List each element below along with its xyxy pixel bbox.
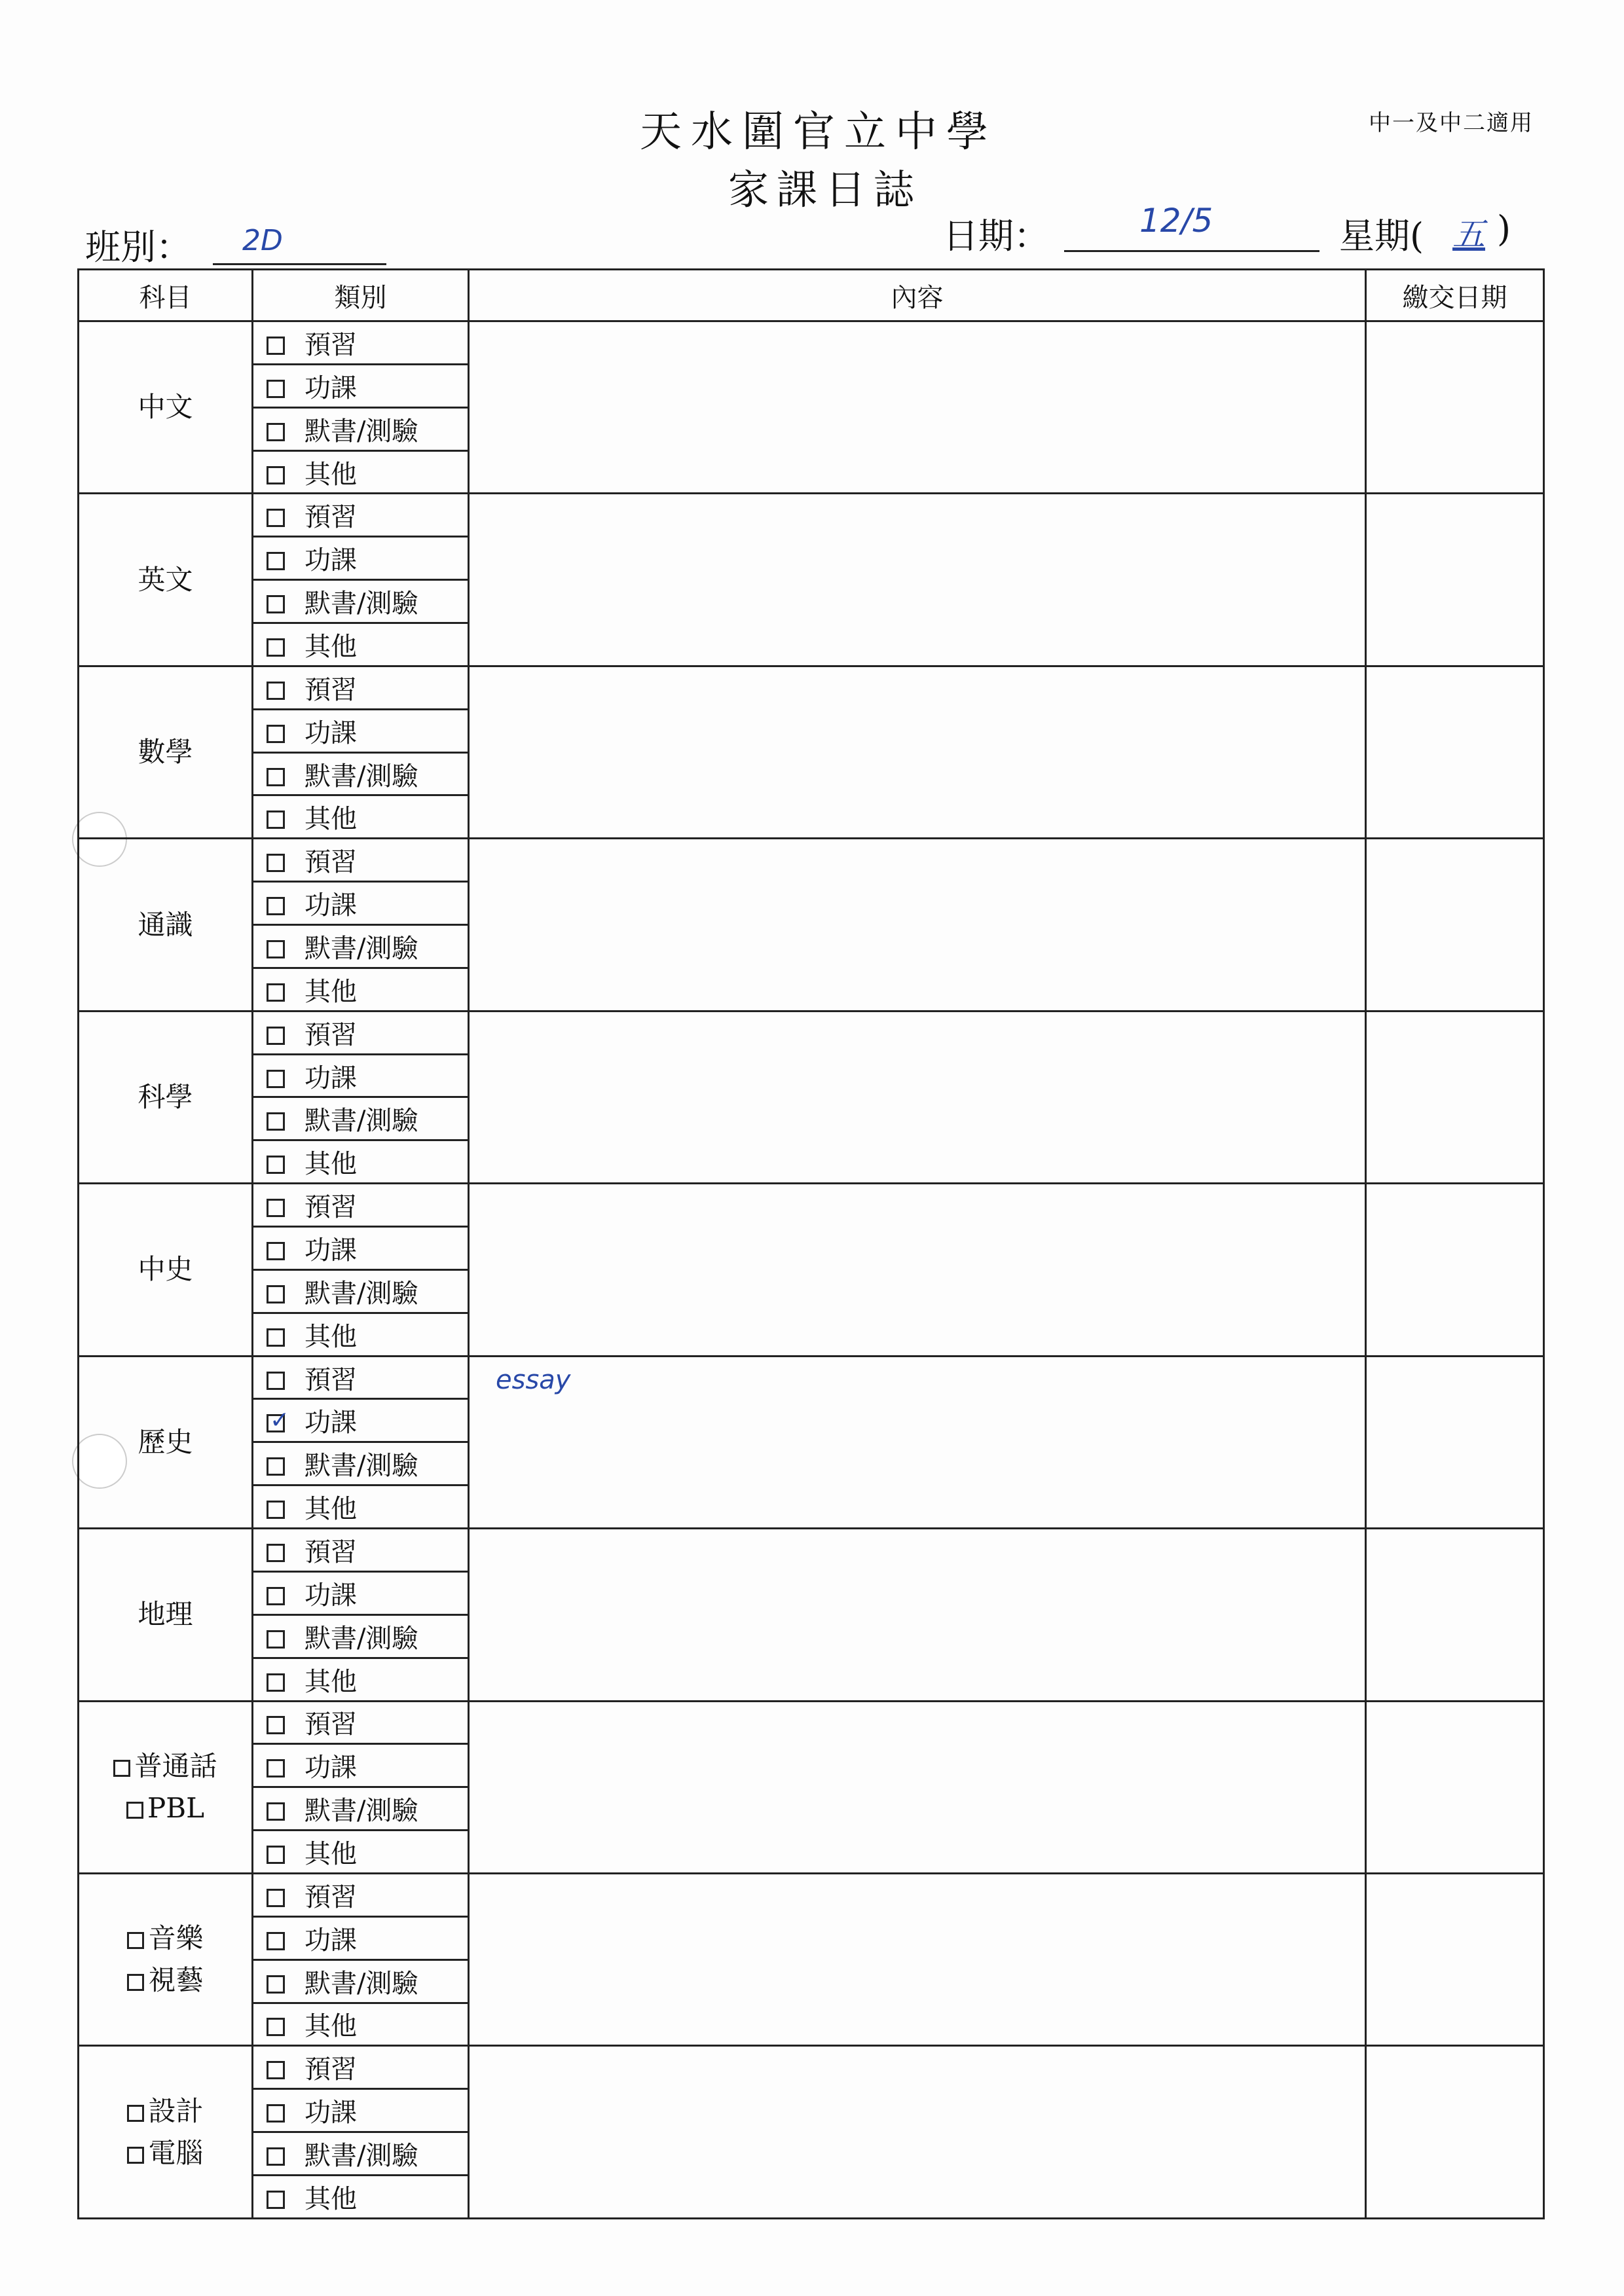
checkbox[interactable] xyxy=(267,1932,285,1950)
category-cell xyxy=(253,1485,469,1529)
content-cell[interactable] xyxy=(469,494,1366,666)
subject-name: 地理 xyxy=(138,1598,193,1631)
content-column-header: 內容 xyxy=(469,270,1366,321)
category-cell xyxy=(253,537,469,580)
subject-checkbox[interactable] xyxy=(127,1932,144,1949)
checkbox[interactable] xyxy=(267,638,285,657)
checkbox[interactable] xyxy=(267,2147,285,2166)
category-cell xyxy=(253,839,469,882)
category-label: 預習 xyxy=(304,1709,357,1740)
content-cell[interactable] xyxy=(469,2046,1366,2219)
checkbox[interactable] xyxy=(267,1716,285,1734)
checkbox[interactable] xyxy=(267,380,285,398)
subject-line xyxy=(79,2090,251,2132)
category-label: 其他 xyxy=(304,631,357,662)
content-cell[interactable] xyxy=(469,1701,1366,1873)
due-date-column-header: 繳交日期 xyxy=(1366,270,1544,321)
category-label: 預習 xyxy=(304,1882,357,1912)
checkbox[interactable] xyxy=(267,509,285,527)
checkbox[interactable] xyxy=(267,1501,285,1519)
category-label: 默書/測驗 xyxy=(304,2141,418,2172)
checkbox[interactable] xyxy=(267,940,285,958)
content-text: essay xyxy=(496,1364,571,1395)
category-label: 默書/測驗 xyxy=(304,1968,418,1999)
subject-cell xyxy=(79,1011,253,1183)
subject-line xyxy=(79,904,251,946)
category-cell xyxy=(253,795,469,839)
due-date-cell[interactable] xyxy=(1366,1873,1544,2045)
category-cell xyxy=(253,2089,469,2132)
document-title: 家課日誌 xyxy=(728,166,922,213)
category-label: 功課 xyxy=(304,1063,357,1093)
subject-cell xyxy=(79,321,253,494)
category-cell xyxy=(253,1571,469,1614)
subject-line xyxy=(79,1594,251,1635)
checkbox[interactable] xyxy=(267,811,285,829)
checkbox[interactable] xyxy=(267,1457,285,1476)
checkbox[interactable] xyxy=(267,1372,285,1390)
subject-name: 科學 xyxy=(138,1080,193,1113)
checkbox[interactable] xyxy=(267,1630,285,1649)
category-cell xyxy=(253,1701,469,1744)
subject-line xyxy=(79,2132,251,2174)
category-label: 預習 xyxy=(304,1019,357,1050)
subject-name: 歷史 xyxy=(138,1425,193,1458)
content-cell[interactable] xyxy=(469,321,1366,494)
subject-name: 中文 xyxy=(138,391,193,424)
subject-line xyxy=(79,386,251,428)
category-label: 其他 xyxy=(304,1494,357,1525)
class-field[interactable] xyxy=(213,224,386,265)
checkbox[interactable] xyxy=(267,1027,285,1045)
subject-line xyxy=(79,559,251,601)
table-row xyxy=(79,1529,1544,1572)
category-cell xyxy=(253,623,469,666)
category-label: 其他 xyxy=(304,1321,357,1352)
table-row xyxy=(79,666,1544,709)
due-date-cell[interactable] xyxy=(1366,1184,1544,1356)
subject-name: 英文 xyxy=(138,563,193,596)
subject-cell xyxy=(79,1529,253,1701)
subject-name: 通識 xyxy=(138,908,193,941)
subject-cell xyxy=(79,494,253,666)
subject-cell xyxy=(79,1356,253,1528)
checkbox[interactable] xyxy=(267,1846,285,1864)
checkbox[interactable] xyxy=(267,595,285,613)
class-label: 班別： xyxy=(85,227,191,268)
subject-checkbox[interactable] xyxy=(113,1760,130,1777)
checkbox[interactable] xyxy=(267,552,285,570)
subject-name: 中史 xyxy=(138,1253,193,1286)
category-label: 默書/測驗 xyxy=(304,589,418,619)
category-label: 功課 xyxy=(304,890,357,921)
category-label: 功課 xyxy=(304,1753,357,1783)
category-cell xyxy=(253,1959,469,2003)
subject-line xyxy=(79,1745,251,1787)
category-label: 其他 xyxy=(304,2011,357,2042)
category-label: 功課 xyxy=(304,373,357,403)
checkbox[interactable] xyxy=(267,1112,285,1131)
due-date-cell[interactable] xyxy=(1366,1356,1544,1528)
weekday-label: 星期( xyxy=(1339,215,1424,257)
due-date-cell[interactable] xyxy=(1366,1529,1544,1701)
checkbox[interactable] xyxy=(267,2018,285,2036)
category-cell xyxy=(253,1787,469,1831)
category-cell xyxy=(253,1744,469,1787)
checkbox[interactable] xyxy=(267,1156,285,1174)
category-cell xyxy=(253,1140,469,1184)
subject-line xyxy=(79,1918,251,1959)
subject-line xyxy=(79,1787,251,1829)
subject-name: 普通話 xyxy=(134,1749,217,1782)
subject-cell xyxy=(79,1873,253,2045)
table-body xyxy=(79,321,1544,2219)
table-row xyxy=(79,2046,1544,2089)
category-label: 預習 xyxy=(304,1192,357,1223)
category-cell xyxy=(253,321,469,365)
category-label: 其他 xyxy=(304,2183,357,2214)
subject-checkbox[interactable] xyxy=(127,1974,144,1991)
date-value: 12/5 xyxy=(1139,202,1213,240)
category-cell xyxy=(253,752,469,795)
subject-line xyxy=(79,1248,251,1290)
subject-cell xyxy=(79,1701,253,1873)
checkbox-checked[interactable] xyxy=(267,1414,285,1432)
category-label: 默書/測驗 xyxy=(304,416,418,446)
category-cell xyxy=(253,1097,469,1140)
table-row xyxy=(79,1873,1544,1916)
checkbox[interactable] xyxy=(267,682,285,700)
applicable-grades: 中一及中二適用 xyxy=(1369,110,1534,136)
category-cell xyxy=(253,666,469,709)
due-date-cell[interactable] xyxy=(1366,2046,1544,2219)
category-cell xyxy=(253,1011,469,1054)
checkbox[interactable] xyxy=(267,1544,285,1562)
table-row xyxy=(79,1356,1544,1399)
content-cell[interactable] xyxy=(469,1529,1366,1701)
subject-line xyxy=(79,1421,251,1463)
category-cell xyxy=(253,364,469,407)
category-column-header: 類別 xyxy=(253,270,469,321)
category-cell xyxy=(253,925,469,968)
category-label: 預習 xyxy=(304,1537,357,1567)
subject-name: 視藝 xyxy=(148,1964,204,1997)
checkbox[interactable] xyxy=(267,1889,285,1907)
category-cell xyxy=(253,580,469,623)
category-label: 默書/測驗 xyxy=(304,1451,418,1482)
category-cell xyxy=(253,1873,469,1916)
category-label: 功課 xyxy=(304,545,357,576)
category-label: 預習 xyxy=(304,2054,357,2085)
due-date-cell[interactable] xyxy=(1366,1011,1544,1183)
category-label: 功課 xyxy=(304,1408,357,1438)
subject-line xyxy=(79,1959,251,2001)
subject-column-header: 科目 xyxy=(79,270,253,321)
due-date-cell[interactable] xyxy=(1366,1701,1544,1873)
category-label: 預習 xyxy=(304,674,357,705)
due-date-cell[interactable] xyxy=(1366,321,1544,494)
subject-name: 電腦 xyxy=(148,2136,204,2169)
category-label: 其他 xyxy=(304,1149,357,1180)
subject-name: 設計 xyxy=(148,2094,204,2127)
category-label: 其他 xyxy=(304,976,357,1007)
subject-checkbox[interactable] xyxy=(127,2105,144,2122)
category-cell xyxy=(253,882,469,925)
category-label: 預習 xyxy=(304,502,357,533)
category-label: 預習 xyxy=(304,329,357,360)
checkbox[interactable] xyxy=(267,725,285,743)
category-cell xyxy=(253,1529,469,1572)
checkbox[interactable] xyxy=(267,1802,285,1821)
category-label: 默書/測驗 xyxy=(304,1278,418,1309)
category-label: 預習 xyxy=(304,1364,357,1395)
school-name: 天水圍官立中學 xyxy=(640,108,997,156)
category-label: 功課 xyxy=(304,1925,357,1956)
category-cell xyxy=(253,450,469,494)
category-cell xyxy=(253,1399,469,1442)
class-value: 2D xyxy=(242,224,283,257)
category-cell xyxy=(253,1269,469,1313)
subject-line xyxy=(79,731,251,773)
due-date-cell[interactable] xyxy=(1366,839,1544,1011)
category-cell xyxy=(253,1313,469,1356)
subject-cell xyxy=(79,2046,253,2219)
content-cell[interactable] xyxy=(469,1356,1366,1528)
checkbox[interactable] xyxy=(267,1975,285,1994)
content-cell[interactable] xyxy=(469,1873,1366,2045)
checkbox[interactable] xyxy=(267,854,285,872)
category-cell xyxy=(253,1054,469,1097)
category-label: 功課 xyxy=(304,1235,357,1266)
content-cell[interactable] xyxy=(469,839,1366,1011)
category-label: 默書/測驗 xyxy=(304,1623,418,1654)
content-cell[interactable] xyxy=(469,666,1366,838)
checkbox[interactable] xyxy=(267,2061,285,2079)
category-label: 其他 xyxy=(304,1666,357,1697)
category-label: 功課 xyxy=(304,2098,357,2128)
checkbox[interactable] xyxy=(267,2191,285,2209)
category-label: 預習 xyxy=(304,847,357,878)
table-row xyxy=(79,839,1544,882)
category-cell xyxy=(253,968,469,1011)
category-label: 功課 xyxy=(304,1580,357,1611)
category-cell xyxy=(253,1831,469,1874)
subject-cell xyxy=(79,666,253,838)
checkbox[interactable] xyxy=(267,337,285,355)
category-label: 其他 xyxy=(304,459,357,490)
subject-name: 數學 xyxy=(138,736,193,769)
category-cell xyxy=(253,494,469,537)
category-cell xyxy=(253,709,469,752)
weekday-value[interactable]: 五 xyxy=(1452,215,1485,253)
category-label: 其他 xyxy=(304,1839,357,1869)
category-label: 默書/測驗 xyxy=(304,1796,418,1827)
table-row xyxy=(79,494,1544,537)
category-cell xyxy=(253,1184,469,1227)
subject-name: PBL xyxy=(147,1791,204,1824)
category-label: 其他 xyxy=(304,804,357,835)
category-cell xyxy=(253,1442,469,1485)
subject-cell xyxy=(79,839,253,1011)
date-label: 日期： xyxy=(943,215,1049,257)
category-cell xyxy=(253,1227,469,1270)
subject-line xyxy=(79,1076,251,1118)
checkbox[interactable] xyxy=(267,1199,285,1217)
checkbox[interactable] xyxy=(267,1673,285,1692)
category-cell xyxy=(253,2132,469,2176)
table-row xyxy=(79,1184,1544,1227)
subject-checkbox[interactable] xyxy=(126,1802,143,1819)
category-label: 默書/測驗 xyxy=(304,1106,418,1137)
category-cell xyxy=(253,407,469,450)
homework-table xyxy=(77,268,1545,2219)
category-label: 功課 xyxy=(304,718,357,748)
due-date-cell[interactable] xyxy=(1366,494,1544,666)
table-row xyxy=(79,1011,1544,1054)
checkbox[interactable] xyxy=(267,466,285,484)
category-cell xyxy=(253,1916,469,1959)
category-label: 默書/測驗 xyxy=(304,761,418,792)
category-cell xyxy=(253,1614,469,1658)
weekday-close-paren: ) xyxy=(1497,208,1511,249)
due-date-cell[interactable] xyxy=(1366,666,1544,838)
category-cell xyxy=(253,1356,469,1399)
checkbox[interactable] xyxy=(267,897,285,915)
subject-checkbox[interactable] xyxy=(127,2147,144,2164)
checkbox[interactable] xyxy=(267,2104,285,2123)
category-cell xyxy=(253,1658,469,1701)
checkbox[interactable] xyxy=(267,1285,285,1303)
category-cell xyxy=(253,2003,469,2046)
checkbox[interactable] xyxy=(267,423,285,441)
subject-cell xyxy=(79,1184,253,1356)
category-cell xyxy=(253,2175,469,2218)
checkbox[interactable] xyxy=(267,983,285,1002)
checkbox[interactable] xyxy=(267,1587,285,1605)
category-cell xyxy=(253,2046,469,2089)
checkbox[interactable] xyxy=(267,1759,285,1777)
table-row xyxy=(79,321,1544,365)
table-header-row xyxy=(79,270,1544,321)
content-cell[interactable] xyxy=(469,1011,1366,1183)
checkbox[interactable] xyxy=(267,1070,285,1088)
checkbox[interactable] xyxy=(267,1328,285,1347)
content-cell[interactable] xyxy=(469,1184,1366,1356)
checkbox[interactable] xyxy=(267,768,285,786)
table-row xyxy=(79,1701,1544,1744)
subject-name: 音樂 xyxy=(148,1922,204,1955)
checkbox[interactable] xyxy=(267,1242,285,1260)
category-label: 默書/測驗 xyxy=(304,933,418,964)
